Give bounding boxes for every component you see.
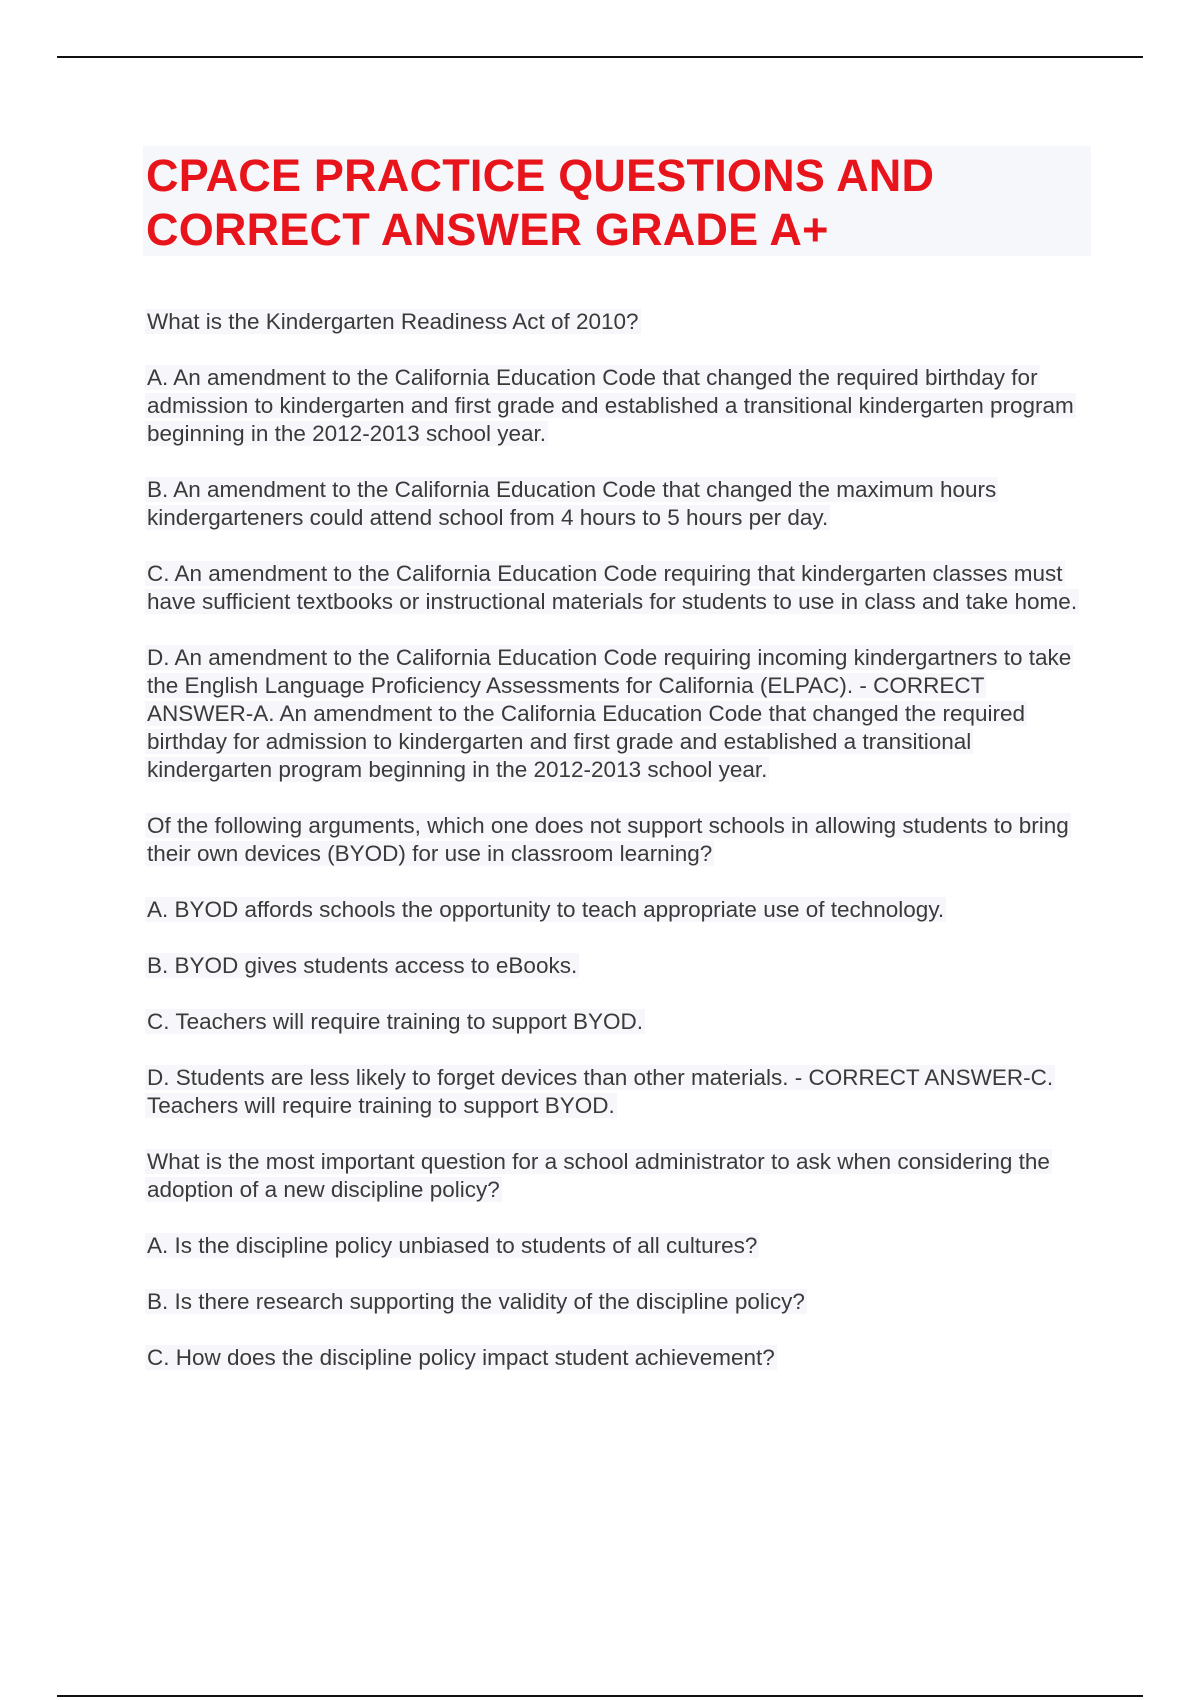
question-2-option-d-answer: D. Students are less likely to forget devices than other materials. - CORRECT ANSWER-C. Teachers will require training to support BYOD. <box>147 1065 1054 1118</box>
title-line-1: CPACE PRACTICE QUESTIONS AND <box>146 150 935 201</box>
title-line-2: CORRECT ANSWER GRADE A+ <box>146 204 829 255</box>
question-1-option-a: A. An amendment to the California Education Code that changed the required birthday for admission to kindergarten and first grade and established a transitional kindergarten program beginning in the 2012-2013 school year. <box>147 365 1074 446</box>
question-2-option-c: C. Teachers will require training to support BYOD. <box>147 1009 644 1034</box>
question-3-option-c: C. How does the discipline policy impact student achievement? <box>147 1345 775 1370</box>
question-1-option-d-answer: D. An amendment to the California Education Code requiring incoming kindergartners to take the English Language Proficiency Assessments for California (ELPAC). - CORRECT ANSWER-A. An amendment to the California Education Code that changed the required birthday for admission to kindergarten and first grade and established a transitional kindergarten program beginning in the 2012-2013 school year. <box>147 645 1072 782</box>
question-1-option-c: C. An amendment to the California Education Code requiring that kindergarten classes must have sufficient textbooks or instructional materials for students to use in class and take home. <box>147 561 1078 614</box>
question-1: What is the Kindergarten Readiness Act of 2010? <box>147 309 639 334</box>
bottom-rule <box>57 1695 1143 1697</box>
document-body <box>145 308 1085 1400</box>
question-2-option-b: B. BYOD gives students access to eBooks. <box>147 953 578 978</box>
document-title <box>143 146 1091 256</box>
question-3: What is the most important question for a school administrator to ask when considering the adoption of a new discipline policy? <box>147 1149 1050 1202</box>
question-3-option-a: A. Is the discipline policy unbiased to students of all cultures? <box>147 1233 758 1258</box>
question-2-option-a: A. BYOD affords schools the opportunity to teach appropriate use of technology. <box>147 897 945 922</box>
question-2: Of the following arguments, which one does not support schools in allowing students to bring their own devices (BYOD) for use in classroom learning? <box>147 813 1069 866</box>
question-1-option-b: B. An amendment to the California Education Code that changed the maximum hours kindergarteners could attend school from 4 hours to 5 hours per day. <box>147 477 997 530</box>
top-rule <box>57 56 1143 58</box>
question-3-option-b: B. Is there research supporting the validity of the discipline policy? <box>147 1289 805 1314</box>
